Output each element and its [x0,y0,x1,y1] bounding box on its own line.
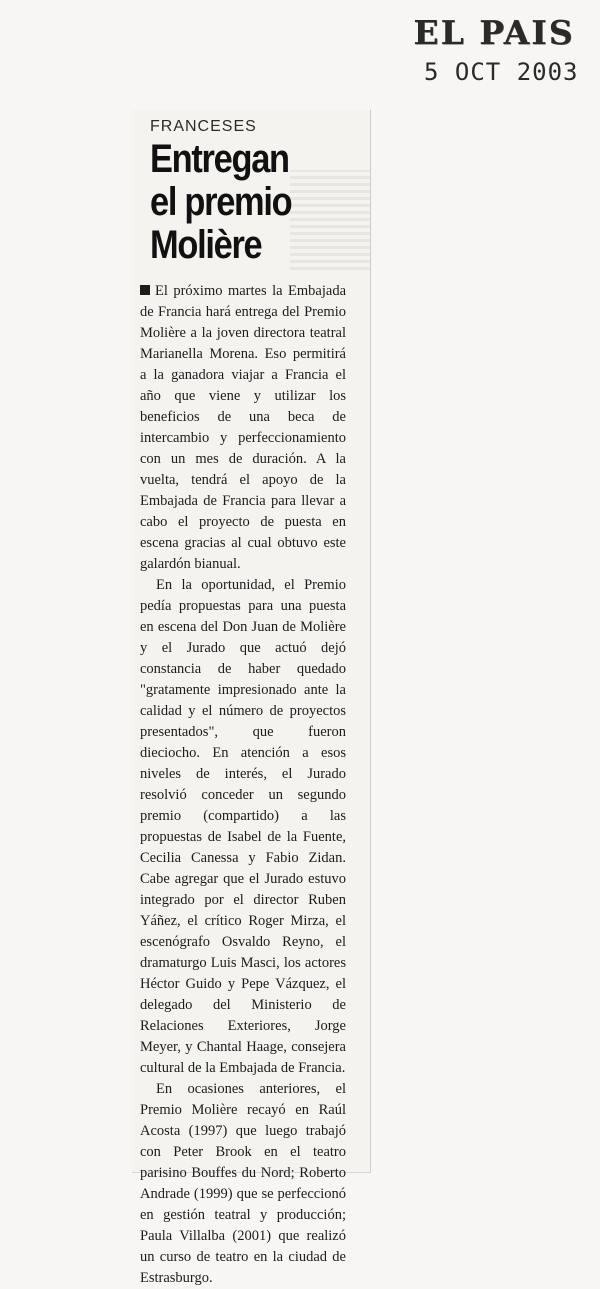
headline: Entregan el premio Molière [150,137,292,267]
paragraph-2: En la oportunidad, el Premio pedía propuestas para una puesta en escena del Don Juan de Molière y el Jurado que actuó dejó constancia de haber quedado "gratamente impresionado ante la calidad y el número de proyectos presentados", que fueron dieciocho. En atención a esos niveles de interés, el Jurado resolvió conceder un segundo premio (compartido) a las propuestas de Isabel de la Fuente, Cecilia Canessa y Fabio Zidan. Cabe agregar que el Jurado estuvo integrado por el director Ruben Yáñez, el crítico Roger Mirza, el escenógrafo Osvaldo Reyno, el dramaturgo Luis Masci, los actores Héctor Guido y Pepe Vázquez, el delegado del Ministerio de Relaciones Exteriores, Jorge Meyer, y Chantal Haage, consejera cultural de la Embajada de Francia. [140,577,346,1076]
paragraph-1 [140,281,346,575]
bullet-square-icon [140,285,150,295]
section-label: FRANCESES [150,118,257,135]
paragraph-3: En ocasiones anteriores, el Premio Molière recayó en Raúl Acosta (1997) que luego trabajó con Peter Brook en el teatro parisino Bouffes du Nord; Roberto Andrade (1999) que se perfeccionó en gestión teatral y producción; Paula Villalba (2001) que realizó un curso de teatro en la ciudad de Estrasburgo. [140,1081,346,1286]
date-stamp [404,14,584,86]
paragraph-text: El próximo martes la Embajada de Francia hará entrega del Premio Molière a la joven directora teatral Marianella Morena. Eso permitirá a la ganadora viajar a Francia el año que viene y utilizar los beneficios de una beca de intercambio y perfeccionamiento con un mes de duración. A la vuelta, tendrá el apoyo de la Embajada de Francia para llevar a cabo el proyecto de puesta en escena gracias al cual obtuvo este galardón bianual. [140,283,346,572]
newspaper-name: EL PAIS [413,13,575,52]
article [140,118,346,1289]
stamp-date: 5 OCT 2003 [424,58,579,86]
article-body [140,281,346,1289]
